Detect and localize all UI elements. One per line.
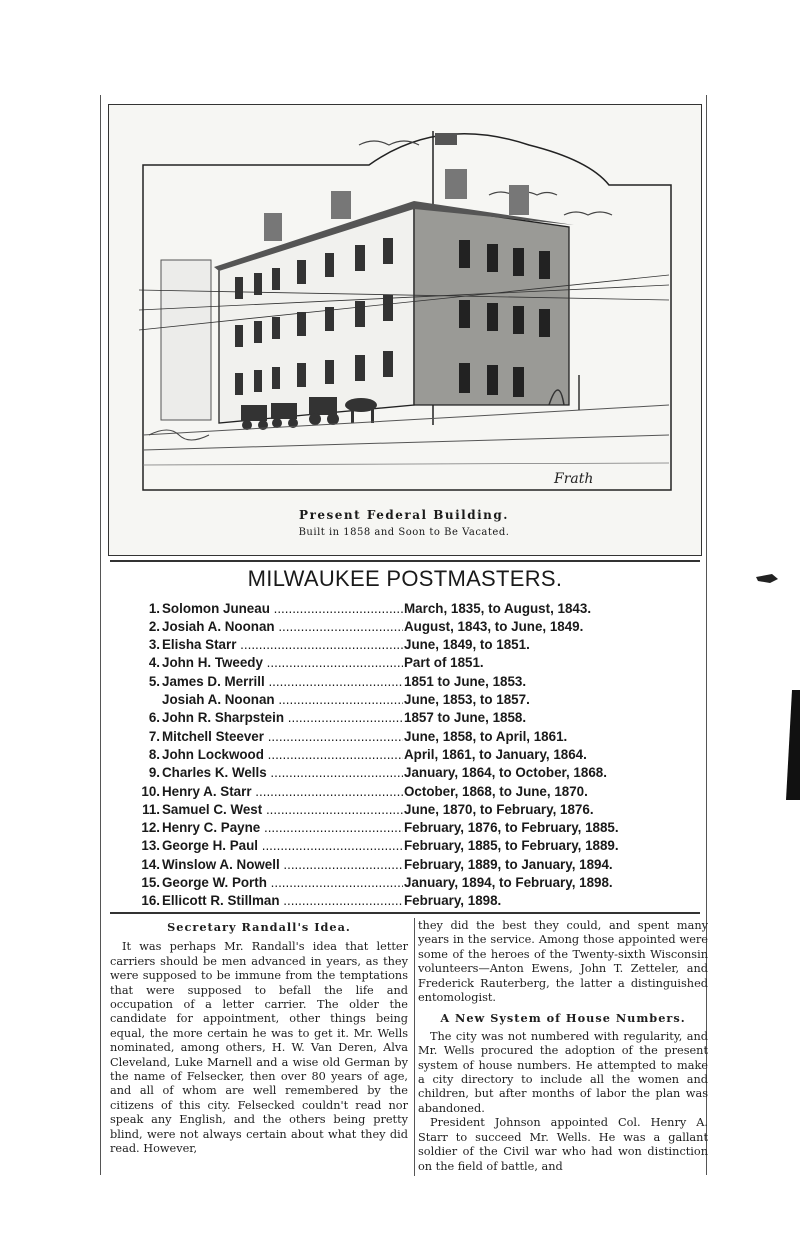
postmaster-term: February, 1876, to February, 1885. — [404, 820, 619, 835]
federal-building-illustration — [108, 104, 702, 556]
postmaster-number: 4. — [148, 655, 160, 670]
postmaster-term: March, 1835, to August, 1843. — [404, 601, 592, 616]
postmaster-row — [110, 820, 700, 838]
postmaster-number: 12. — [141, 820, 160, 835]
section-rule-bottom — [110, 912, 700, 914]
street-line — [143, 463, 669, 465]
postmaster-number: 9. — [148, 765, 160, 780]
postmaster-term: January, 1864, to October, 1868. — [404, 765, 607, 780]
article-right-column — [418, 919, 708, 1174]
page-edge-shadow — [786, 690, 800, 800]
postmaster-number: 8. — [148, 747, 160, 762]
postmaster-row — [110, 710, 700, 728]
postmaster-term: June, 1853, to 1857. — [404, 692, 530, 707]
illustration-caption-subtitle: Built in 1858 and Soon to Be Vacated. — [298, 527, 510, 538]
postmaster-row — [110, 765, 700, 783]
postmaster-term: 1851 to June, 1853. — [404, 674, 527, 689]
postmaster-number: 15. — [141, 875, 160, 890]
flag — [435, 133, 457, 145]
postmaster-term: February, 1889, to January, 1894. — [404, 857, 613, 872]
postmaster-name: Henry C. Payne ..... — [162, 820, 403, 835]
postmaster-row — [110, 674, 700, 692]
postmaster-row — [110, 692, 700, 710]
article-paragraph: President Johnson appointed Col. Henry A. Starr to succeed Mr. Wells. He was a gallant soldier of the Civil war who had won distinction on the field of battle, and — [418, 1116, 708, 1173]
postmaster-number: 7. — [148, 729, 160, 744]
neighbor-building — [161, 260, 211, 420]
postmaster-term: Part of 1851. — [404, 655, 484, 670]
artist-signature: Frath — [554, 471, 594, 487]
postmaster-number: 10. — [141, 784, 160, 799]
postmaster-term: 1857 to June, 1858. — [404, 710, 527, 725]
postmaster-name: Henry A. Starr ..... — [162, 784, 403, 799]
postmaster-number: 13. — [141, 838, 160, 853]
postmaster-row — [110, 655, 700, 673]
postmaster-number: 14. — [141, 857, 160, 872]
postmaster-number: 2. — [148, 619, 160, 634]
postmaster-number: 11. — [142, 802, 160, 817]
postmaster-term: June, 1870, to February, 1876. — [404, 802, 594, 817]
article-paragraph: The city was not numbered with regularity, and Mr. Wells procured the adoption of the present system of house numbers. He attempted to make a city directory to include all the women and children, but after months of labor the plan was abandoned. — [418, 1029, 708, 1115]
postmaster-name: George W. Porth ..... — [162, 875, 403, 890]
postmaster-row — [110, 857, 700, 875]
postmaster-name: John Lockwood ..... — [162, 747, 403, 762]
cloud — [564, 212, 612, 215]
section-rule-top — [110, 560, 700, 562]
postmaster-number: 16. — [141, 893, 160, 908]
street-line — [143, 435, 669, 450]
postmaster-row — [110, 802, 700, 820]
postmaster-term: June, 1849, to 1851. — [404, 637, 530, 652]
postmaster-row — [110, 893, 700, 911]
postmaster-number: 3. — [148, 637, 160, 652]
postmaster-row — [110, 875, 700, 893]
postmaster-term: August, 1843, to June, 1849. — [404, 619, 584, 634]
postmaster-name: Josiah A. Noonan ..... — [162, 692, 403, 707]
postmaster-row — [110, 838, 700, 856]
postmaster-term: February, 1885, to February, 1889. — [404, 838, 619, 853]
postmaster-row — [110, 619, 700, 637]
postmaster-row — [110, 729, 700, 747]
margin-arrow-mark — [756, 572, 780, 586]
postmaster-name: John R. Sharpstein ..... — [162, 710, 403, 725]
postmaster-row — [110, 747, 700, 765]
article-paragraph-continued: they did the best they could, and spent many years in the service. Among those appointed were some of the heroes of the Twenty-sixth Wisconsin volunteers—Anton Ewens, John T. Zetteler, and Frederick Rauterberg, the latter a distinguished entomologist. — [418, 919, 708, 1005]
postmaster-term: April, 1861, to January, 1864. — [404, 747, 587, 762]
chimney — [331, 191, 351, 219]
postmaster-name: Winslow A. Nowell ..... — [162, 857, 403, 872]
article-left-column — [110, 920, 408, 1157]
postmaster-term: June, 1858, to April, 1861. — [404, 729, 568, 744]
article-heading-secretary-randall: Secretary Randall's Idea. — [167, 920, 351, 934]
postmaster-name: Josiah A. Noonan ..... — [162, 619, 403, 634]
postmaster-term: February, 1898. — [404, 893, 502, 908]
chimney — [264, 213, 282, 241]
building-engraving — [109, 105, 701, 555]
article-paragraph: It was perhaps Mr. Randall's idea that letter carriers should be men advanced in years, as they were supposed to be immune from the temptations that were supposed to befall the life and occupation of a letter carrier. The older the candidate for appointment, other things being equal, the more certain he was to get it. Mr. Wells nominated, among others, H. W. Van Deren, Alva Cleveland, Luke Marnell and a wise old German by the name of Felsecker, then over 80 years of age, and all of whom are well remembered by the citizens of this city. Felsecked couldn't read nor speak any English, and the others being pretty blind, were not always certain about what they did read. However, — [110, 940, 408, 1156]
chimney — [509, 185, 529, 215]
postmaster-number: 1. — [148, 601, 160, 616]
article-heading-house-numbers: A New System of House Numbers. — [440, 1011, 686, 1026]
postmaster-name: Mitchell Steever ..... — [162, 729, 403, 744]
postmaster-name: James D. Merrill ..... — [162, 674, 403, 689]
postmaster-number: 6. — [148, 710, 160, 725]
postmaster-row — [110, 601, 700, 619]
postmaster-number: 5. — [148, 674, 160, 689]
postmaster-name: Charles K. Wells ..... — [162, 765, 403, 780]
column-divider — [414, 918, 415, 1176]
postmasters-heading: MILWAUKEE POSTMASTERS. — [247, 566, 563, 591]
postmaster-term: January, 1894, to February, 1898. — [404, 875, 613, 890]
postmaster-name: Solomon Juneau ..... — [162, 601, 403, 616]
chimney — [445, 169, 467, 199]
postmaster-row — [110, 784, 700, 802]
postmaster-name: Samuel C. West ..... — [162, 802, 403, 817]
postmaster-name: George H. Paul ..... — [162, 838, 403, 853]
postmaster-row — [110, 637, 700, 655]
postmaster-name: John H. Tweedy ..... — [162, 655, 403, 670]
postmaster-name: Ellicott R. Stillman ..... — [162, 893, 403, 908]
postmaster-term: October, 1868, to June, 1870. — [404, 784, 588, 799]
postmaster-name: Elisha Starr ..... — [162, 637, 403, 652]
illustration-caption-title: Present Federal Building. — [299, 508, 509, 522]
